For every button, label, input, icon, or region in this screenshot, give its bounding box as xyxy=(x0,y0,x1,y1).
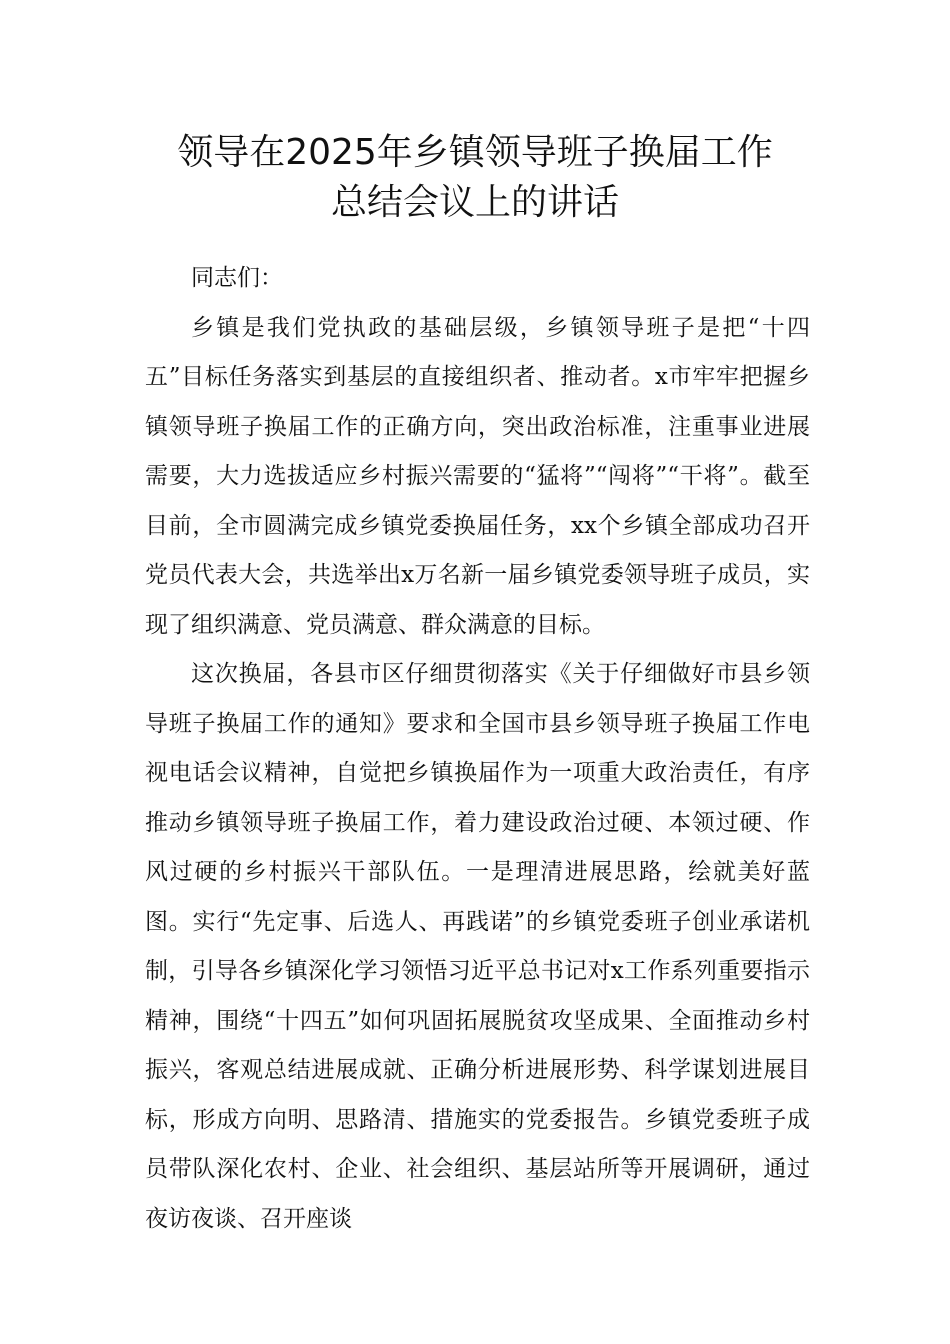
title-line-1: 领导在2025年乡镇领导班子换届工作 xyxy=(177,132,773,173)
salutation: 同志们： xyxy=(191,265,283,291)
document-body xyxy=(145,254,810,1244)
document-title xyxy=(0,128,950,228)
paragraph-2: 这次换届，各县市区仔细贯彻落实《关于仔细做好市县乡领导班子换届工作的通知》要求和全国市县乡领导班子换届工作电视电话会议精神，自觉把乡镇换届作为一项重大政治责任，有序推动乡镇领导班子换届工作，着力建设政治过硬、本领过硬、作风过硬的乡村振兴干部队伍。一是理清进展思路，绘就美好蓝图。实行“先定事、后选人、再践诺”的乡镇党委班子创业承诺机制，引导各乡镇深化学习领悟习近平总书记对x工作系列重要指示精神，围绕“十四五”如何巩固拓展脱贫攻坚成果、全面推动乡村振兴，客观总结进展成就、正确分析进展形势、科学谋划进展目标，形成方向明、思路清、措施实的党委报告。乡镇党委班子成员带队深化农村、企业、社会组织、基层站所等开展调研，通过夜访夜谈、召开座谈 xyxy=(145,661,810,1232)
paragraph-1: 乡镇是我们党执政的基础层级，乡镇领导班子是把“十四五”目标任务落实到基层的直接组织者、推动者。x市牢牢把握乡镇领导班子换届工作的正确方向，突出政治标准，注重事业进展需要，大力选拔适应乡村振兴需要的“猛将”“闯将”“干将”。截至目前，全市圆满完成乡镇党委换届任务，xx个乡镇全部成功召开党员代表大会，共选举出x万名新一届乡镇党委领导班子成员，实现了组织满意、党员满意、群众满意的目标。 xyxy=(145,314,810,638)
title-line-2: 总结会议上的讲话 xyxy=(330,182,619,223)
